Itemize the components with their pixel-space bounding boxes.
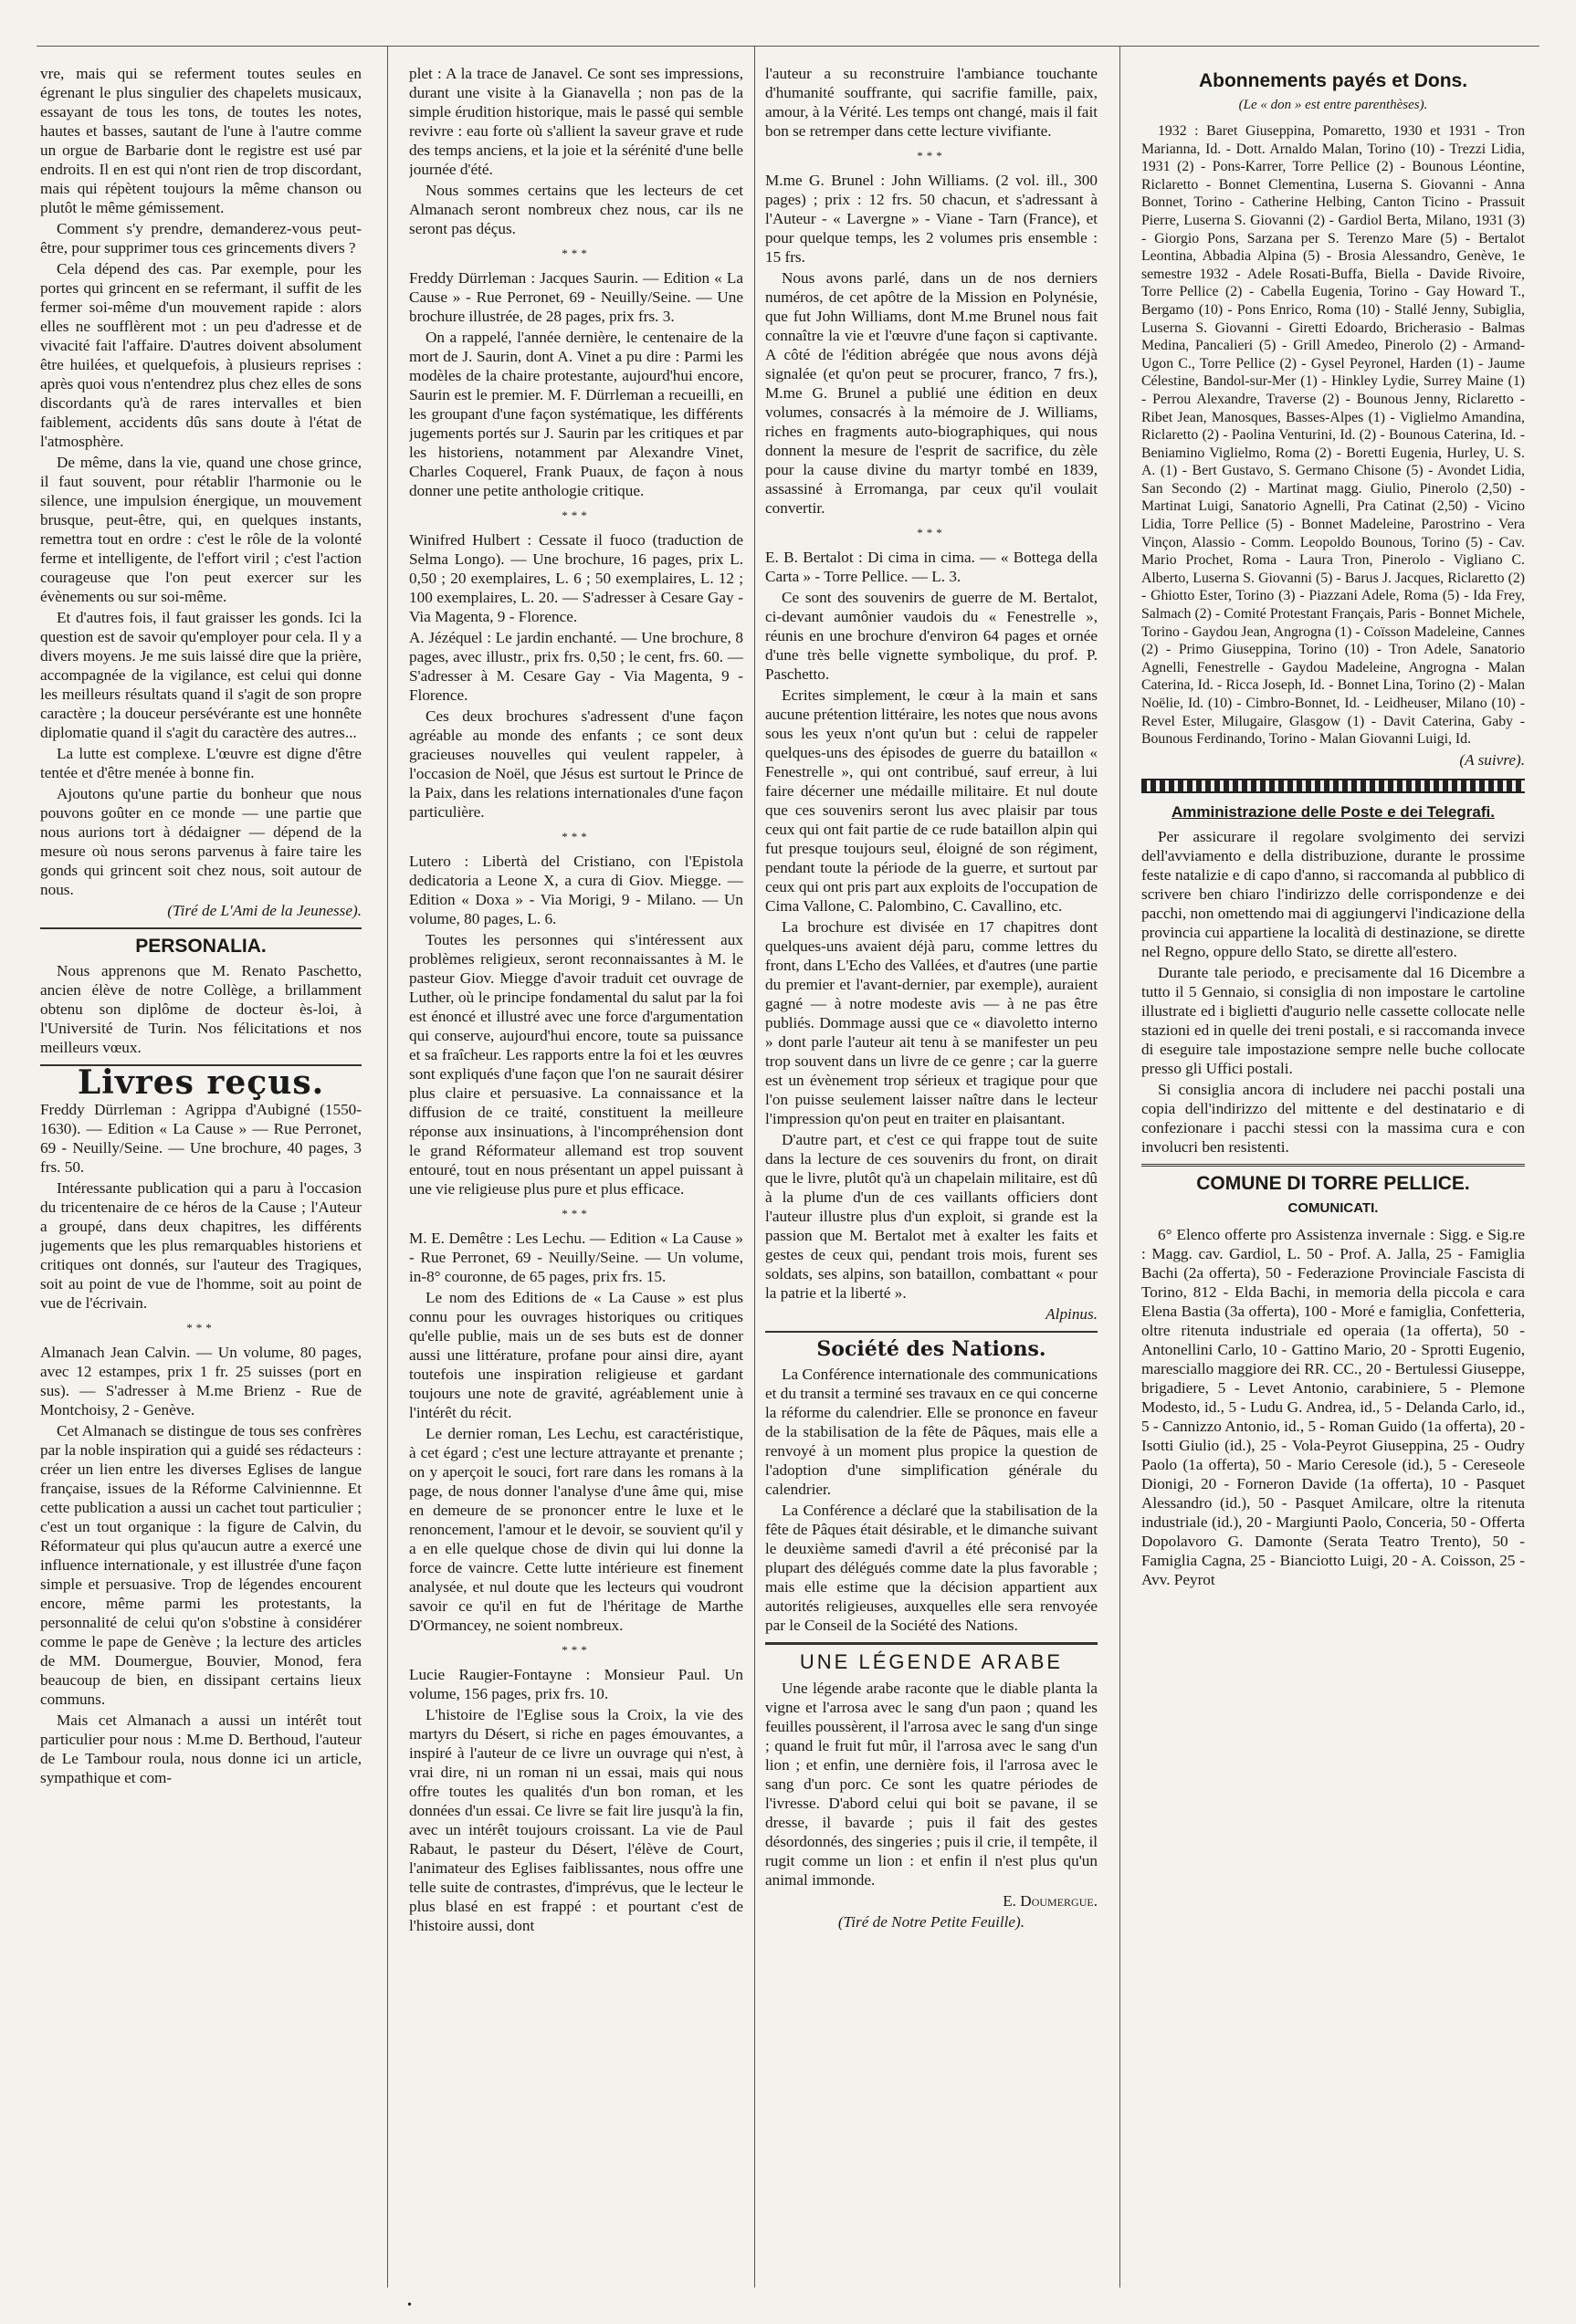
column-1 (40, 64, 362, 2287)
separator-stars: *** (186, 1321, 215, 1335)
book-entry: M. E. Demêtre : Les Lechu. — Edition « La Cause » - Rue Perronet, 69 - Neuilly/Seine. — Un volume, in-8° couronne, de 65 pages, prix frs. 15. (409, 1230, 743, 1285)
paragraph: Cela dépend des cas. Par exemple, pour les portes qui grincent en se refermant, il suffit de les fermer soi-même d'un mouvement rapide : alors elles ne soufflèrent mot : un peu d'adresse et de vivacité fait l'affaire. D'autres doivent absolument être huilées, et quelquefois, à plusieurs reprises : après quoi vous n'entendrez plus chez elles de sons discordants qu'à de rares intervalles et bien faiblement, accidents dûs sans doute à l'état de l'atmosphère. (40, 260, 362, 450)
separator-stars: *** (917, 526, 946, 539)
paragraph: Durante tale periodo, e precisamente dal 16 Dicembre a tutto il 5 Gennaio, si consiglia di non impostare le cartoline illustrate ed i biglietti d'augurio nelle cassette collocate nelle stazioni ed in quelle dei treni postali, e si raccomanda invece di eseguire tale impostazione sempre nelle buche collocate presso gli Uffici postali. (1141, 963, 1525, 1077)
paragraph: Per assicurare il regolare svolgimento dei servizi dell'avviamento e della distribuzione, durante le prossime feste natalizie e di capo d'anno, si raccomanda al pubblico di scrivere ben chiaro l'indirizzo delle corrispondenze e dei pacchi, non omettendo mai di aggiungervi l'indicazione della provincia cui appartiene la località di destinazione, se dirette nel Regno, oppure dello Stato, se dirette all'estero. (1141, 827, 1525, 960)
paragraph: La Conférence a déclaré que la stabilisation de la fête de Pâques était désirable, et le dimanche suivant le deuxième samedi d'avril a été préconisé par la plupart des délégués comme date la plus favorable ; mais elle estime que la décision appartient aux autorités religieuses, auxquelles elle sera renvoyée par le Conseil de la Société des Nations. (765, 1502, 1098, 1634)
book-entry: E. B. Bertalot : Di cima in cima. — « Bottega della Carta » - Torre Pellice. — L. 3. (765, 549, 1098, 585)
paragraph: Mais cet Almanach a aussi un intérêt tout particulier pour nous : M.me D. Berthoud, l'auteur de Le Tambour roula, nous donne ici un article, sympathique et com- (40, 1712, 362, 1786)
book-entry: Lucie Raugier-Fontayne : Monsieur Paul. Un volume, 156 pages, prix frs. 10. (409, 1666, 743, 1702)
paragraph: Si consiglia ancora di includere nei pacchi postali una copia dell'indirizzo del mittente e del destinatario e di confezionare i pacchi stessi con la massima cura e con involucri ben resistenti. (1141, 1080, 1525, 1156)
divider (40, 927, 362, 929)
paragraph: 6° Elenco offerte pro Assistenza invernale : Sigg. e Sig.re : Magg. cav. Gardiol, L. 50 - Prof. A. Jalla, 25 - Famiglia Bachi (2a offerta), 50 - Federazione Provinciale Fascista di Torino, 812 - Elda Bachi, in memoria della piccola e cara Elena Bastia (3a offerta), 100 - Moré e famiglia, Confetteria, oltre ritenuta industriale ed operaia (1a offerta), 50 - Antonellini Carlo, 10 - Gattino Mario, 20 - Sprotti Eugenio, maresciallo maggiore dei RR. CC., 20 - Bertulessi Giuseppe, brigadiere, 5 - Levet Antonio, carabiniere, 5 - Plemone Modesto, id., 5 - Ludu G. Andrea, id., 5 - Delanda Carlo, id., 5 - Cannizzo Antonio, id., 5 - Roman Guido (1a offerta), 20 - Isotti Giulio (id.), 25 - Vola-Peyrot Giuseppina, 25 - Oudry Paolo (1a offerta), 50 - Mario Ceresole (id.), 5 - Cereseole Dionigi, 20 - Forneron Davide (1a offerta), 10 - Pasquet Alessandro (id.), 50 - Pasquet Amilcare, oltre la ritenuta industriale (id.), 20 - Margiunti Paolo, Conceria, 50 - Offerta Dopolavoro G. Damonte (Serata Teatro Trento), 50 - Famiglia Cagna, 25 - Bianciotto Luigi, 20 - A. Coisson, 25 - Avv. Peyrot (1141, 1225, 1525, 1588)
separator-stars: *** (562, 246, 591, 260)
divider (1141, 1164, 1525, 1167)
paragraph: Intéressante publication qui a paru à l'occasion du tricentenaire de ce héros de la Cause ; l'Auteur a groupé, dans deux chapitres, les différents jugements que les plus remarquables historiens et critiques ont donnés, sur l'auteur des Tragiques, soit au point de vue de l'homme, soit au point de vue de l'écrivain. (40, 1179, 362, 1312)
ornamental-rule (1141, 779, 1525, 793)
paragraph: L'histoire de l'Eglise sous la Croix, la vie des martyrs du Désert, si riche en pages émouvantes, a inspiré à l'auteur de ce livre un ouvrage qui n'est, à vrai dire, ni un roman ni un essai, mais qui nous offre toutes les qualités d'un bon roman, et les données d'un essai. Ce livre se fait lire jusqu'à la fin, avec un intérêt toujours croissant. La vie de Paul Rabaut, le pasteur du Désert, l'élève de Court, l'animateur des Eglises faiblissantes, nous offre une telle suite de contrastes, d'imprévus, que le lecteur le plus blasé en est frappé : et pourtant c'est de l'histoire aussi, dont (409, 1706, 743, 1934)
paragraph: De même, dans la vie, quand une chose grince, il faut souvent, pour rétablir l'harmonie ou le silence, une impulsion énergique, un mouvement brusque, peut-être, qui, en quelques instants, remettra tout en ordre : c'est le rôle de la volonté ferme et intelligente, de l'effort viril ; c'est l'action courageuse que l'on peut exercer sur les évènements ou sur soi-même. (40, 454, 362, 605)
section-title-poste: Amministrazione delle Poste e dei Telegrafi. (1171, 802, 1495, 821)
paragraph: La lutte est complexe. L'œuvre est digne d'être tentée et d'être menée à bonne fin. (40, 745, 362, 781)
separator-stars: *** (562, 508, 591, 522)
book-entry: Freddy Dürrleman : Jacques Saurin. — Edition « La Cause » - Rue Perronet, 69 - Neuilly/Seine. — Une brochure illustrée, de 28 pages, prix frs. 3. (409, 269, 743, 325)
column-rule (754, 46, 755, 2287)
paragraph: Ecrites simplement, le cœur à la main et sans aucune prétention littéraire, les notes que nous avons sous les yeux n'ont qu'un but : celui de rappeler quelques-uns des épisodes de guerre du bataillon « Fenestrelle », qui ont contribué, sauf erreur, à lui faire décerner une médaille militaire. Et nul doute que ces souvenirs seront lus avec plaisir par tous ceux qui ont fait partie de ce rude bataillon alpin qui fut presque toujours seul, éloigné de son régiment, pendant toute la période de la guerre, et surtout par ceux qui ont pris part aux exploits de l'occupation de Cima Vallone, C. Palombino, C. Cavallino, etc. (765, 686, 1098, 915)
paragraph: Et d'autres fois, il faut graisser les gonds. Ici la question est de savoir qu'employer pour cela. Il y a divers moyens. Je me suis laissé dire que la prière, accompagnée de la vigilance, est celui qui donne les meilleurs résultats quand il s'agit de son propre caractère ; la douceur persévérante est une honnête diplomatie quand il s'agit du caractère des autres... (40, 609, 362, 741)
source-note: (Tiré de L'Ami de la Jeunesse). (167, 902, 362, 919)
section-title-livres: Livres reçus. (77, 1063, 325, 1102)
paragraph: plet : A la trace de Janavel. Ce sont ses impressions, durant une visite à la Gianavella ; non pas de la simple érudition historique, mais le passé qui semble revivre : eau forte où s'allient la saveur grave et rude des temps anciens, et la joie et la sérénité d'une belle journée d'été. (409, 65, 743, 178)
paragraph: Ces deux brochures s'adressent d'une façon agréable au monde des enfants ; ce sont deux gracieuses nouvelles qui veulent rappeler, à l'occasion de Noël, que Jésus est surtout le Prince de la Paix, dans les relations internationales d'une façon particulière. (409, 707, 743, 821)
separator-stars: *** (917, 149, 946, 162)
paragraph: D'autre part, et c'est ce qui frappe tout de suite dans la lecture de ces souvenirs du front, on dirait que le livre, plutôt qu'à un chapelain militaire, est dû à la plume d'un de ces vaillants officiers dont l'auteur illustre plus d'un exploit, si grande est la passion que M. Bertalot met à exalter les faits et gestes de ceux qui, pendant trois mois, furent ses soldats, ses alpins, son bataillon, combattant « pour la patrie et la liberté ». (765, 1131, 1098, 1302)
book-entry: A. Jézéquel : Le jardin enchanté. — Une brochure, 8 pages, avec illustr., prix frs. 0,50 ; le cent, frs. 60. — S'adresser à M. Cesare Gay - Via Magenta, 9 - Florence. (409, 629, 743, 704)
section-title-abonnements: Abonnements payés et Dons. (1198, 70, 1468, 91)
separator-stars: *** (562, 1207, 591, 1220)
paragraph: Une légende arabe raconte que le diable planta la vigne et l'arrosa avec le sang d'un paon ; quand les feuilles poussèrent, il l'arrosa avec le sang d'un singe ; quand le fruit fut mûr, il l'arrosa avec le sang d'un lion ; et enfin, une dernière fois, il l'arrosa avec le sang d'un porc. Ce sont les quatre périodes de l'ivresse. D'abord celui qui boit se pavane, il se dresse, il bavarde ; puis il fait des gestes désordonnés, des singeries ; puis il crie, il tempête, il rugit comme un lion : et enfin il n'est plus qu'un animal immonde. (765, 1680, 1098, 1889)
paragraph: Le nom des Editions de « La Cause » est plus connu pour les ouvrages historiques ou critiques qu'elle publie, mais un de ses buts est de donner aussi une littérature, profane pour ainsi dire, ayant toutefois une inspiration religieuse et gardant toujours une note de gravité, agréablement unie à l'intérêt du récit. (409, 1289, 743, 1421)
book-entry: Winifred Hulbert : Cessate il fuoco (traduction de Selma Longo). — Une brochure, 16 pages, prix L. 0,50 ; 20 exemplaires, L. 6 ; 50 exemplaires, L. 12 ; 100 exemplaires, L. 20. — S'adresser à Cesare Gay - Via Magenta, 9 - Florence. (409, 531, 743, 625)
paragraph: Cet Almanach se distingue de tous ses confrères par la noble inspiration qui a guidé ses rédacteurs : créer un lien entre les diverses Eglises de langue française, issues de la Réforme Calviniennne. Et cette publication a aussi un cachet tout particulier ; c'est un tout organique : la figure de Calvin, du Réformateur qui plus qu'aucun autre a exercé une influence internationale, y est illustrée d'une façon simple et persuasive. Trop de légendes encourent encore, même parmi les protestants, la personnalité de celui qu'on s'obstine à considérer comme le pape de Genève ; la lecture des articles de MM. Doumergue, Bouvier, Monod, fera beaucoup de bien, en dissipant certains lieux communs. (40, 1422, 362, 1708)
paragraph: vre, mais qui se referment toutes seules en égrenant le plus singulier des chapelets musicaux, essayant de tous les tons, de toutes les notes, hautes et basses, sautant de l'une à l'autre comme un orgue de Barbarie dont le registre est usé par endroits. Il en est qui n'ont rien de trop discordant, mais qui répètent toujours la même chanson ou plutôt le même gémissement. (40, 65, 362, 216)
section-subtitle: COMUNICATI. (1287, 1199, 1379, 1216)
separator-stars: *** (562, 1643, 591, 1657)
book-entry: Lutero : Libertà del Cristiano, con l'Epistola dedicatoria a Leone X, a cura di Giov. Miegge. — Edition « Doxa » - Via Morigi, 9 - Milano. — Un volume, 80 pages, L. 6. (409, 853, 743, 927)
section-title-comune: COMUNE DI TORRE PELLICE. (1196, 1172, 1470, 1194)
separator-stars: *** (562, 830, 591, 843)
book-entry: M.me G. Brunel : John Williams. (2 vol. ill., 300 pages) ; prix : 12 frs. 50 chacun, et s'adressant à l'Auteur - « Lavergne » - Viane - Tarn (France), et pour quelque temps, les 2 volumes pris ensemble : 15 frs. (765, 172, 1098, 266)
source-note: (Tiré de Notre Petite Feuille). (837, 1913, 1025, 1931)
donor-list: 1932 : Baret Giuseppina, Pomaretto, 1930 et 1931 - Tron Marianna, Id. - Dott. Arnaldo Malan, Torino (10) - Trezzi Lidia, 1931 (2) - Pons-Karrer, Torre Pellice (2) - Bounous Léontine, Riclaretto - Bonnet Clementina, Luserna S. Giovanni - Anna Bonnet, Torino - Catherine Helbing, Canton Ticino - Prassuit Pierre, Luserna S. Giovanni (2) - Gardiol Berta, Milano, 1931 (3) - Giorgio Pons, Sarzana per S. Terenzo Mare (5) - Bertalot Leontina, Abbadia Alpina (5) - Brosia Alessandro, Genève, 1e semestre 1932 - Adele Rosati-Buffa, Biella - Davide Rivoire, Torre Pellice (2) - Cabella Eugenia, Torino - Gay Howard T., Bergamo (10) - Pons Enrico, Roma (10) - Stallé Jenny, Subiglia, Luserna S. Giovanni - Giretti Edoardo, Bricherasio - Balmas Medina, Pancalieri (5) - Grill Amedeo, Pinerolo (2) - Armand-Ugon C., Torre Pellice (2) - Gysel Peyronel, Harden (1) - Jaume Célestine, Bandol-sur-Mer (1) - Hinkley Lydie, Surrey Maine (1) - Perrou Alexandre, Traverse (2) - Bounous Jenny, Riclaretto - Ribet Jean, Manosques, Basses-Alpes (1) - Viglielmo Amandina, Riclaretto (2) - Paolina Venturini, Id. (2) - Bounous Caterina, Id. - Beniamino Viglielmo, Roma (2) - Boretti Eugenia, Hurley, U. S. A. (1) - Bert Gustavo, S. Germano Chisone (5) - Avondet Lidia, San Secondo (2) - Martinat magg. Giulio, Pinerolo (2,50) - Martinat Luigi, Sanatorio Agnelli, Pra Catinat (2,50) - Vicino Lidia, Torre Pellice (5) - Bonnet Madeleine, Parostrino - Vera Vinçon, Alassio - Comm. Leopoldo Bounous, Torino (5) - Cav. Mario Prochet, Roma - Laura Tron, Pinerolo - Vigliano C. Alberto, Luserna S. Giovanni (5) - Barus J. Jacques, Riclaretto (2) - Ghiotto Ester, Torino (3) - Piazzani Adele, Roma (5) - Ida Frey, Salmach (2) - Comité Protestant Français, Paris - Bonnet Michele, Torino - Gaydou Jean, Angrogna (1) - Coïsson Madeleine, Cannes (2) - Primo Giuseppina, Torino (10) - Tron Adele, Sanatorio Agnelli, Fenestrelle - Gaydou Madeleine, Angrogna - Malan Caterina, Id. - Ricca Joseph, Id. - Bonnet Lina, Torino (2) - Malan Noëlie, Id. (10) - Cimbro-Bonnet, Id. - Leidheuser, Milano (10) - Revel Ester, Milugaire, Glasgow (1) - Davit Caterina, Gaby - Bounous Ferdinando, Torino - Malan Giovanni Luigi, Id. (1141, 123, 1525, 748)
column-4 (1141, 64, 1525, 2287)
paragraph: La brochure est divisée en 17 chapitres dont quelques-uns avaient déjà paru, comme lettres du front, dans L'Echo des Vallées, et d'autres (une partie du premier et l'avant-dernier, par exemple), auraient gagné — à notre modeste avis — à ne pas être publiés. Dommage aussi que ce « diavoletto interno » dont parle l'auteur ait tenu à se manifester un peu trop souvent dans un livre de ce genre ; car la guerre est un évènement trop sérieux et tragique pour que l'on puisse seulement laisser naître dans le lecteur l'impression qu'on peut en traiter en plaisantant. (765, 918, 1098, 1127)
divider (765, 1331, 1098, 1333)
paragraph: l'auteur a su reconstruire l'ambiance touchante d'humanité souffrante, qui sacrifie famille, paix, amour, à la Vérité. Les temps ont changé, mais il fait bon se retremper dans cette lecture vivifiante. (765, 65, 1098, 140)
column-3 (765, 64, 1098, 2287)
paragraph: Nous avons parlé, dans un de nos derniers numéros, de cet apôtre de la Mission en Polynésie, que fut John Williams, dont M.me Brunel nous fait connaître la vie et l'œuvre d'une façon si captivante. A côté de l'édition abrégée que nous avons déjà signalée (et qu'on peut se procurer, franco, 7 frs.), M.me G. Brunel a publié une édition en deux volumes, consacrés à la mémoire de J. Williams, riches en fragments auto-biographiques, qui nous donnent la mesure de l'esprit de sacrifice, du zèle pour la cause divine du martyr tombé en 1839, assassiné à Erromanga, par ceux qu'il voulait convertir. (765, 269, 1098, 517)
book-entry: Freddy Dürrleman : Agrippa d'Aubigné (1550-1630). — Edition « La Cause » — Rue Perronet, 69 - Neuilly/Seine. — Une brochure, 40 pages, 3 frs. 50. (40, 1101, 362, 1176)
signature: Alpinus. (1045, 1305, 1098, 1323)
paragraph: Le dernier roman, Les Lechu, est caractéristique, à cet égard ; c'est une lecture attrayante et prenante ; on y aperçoit le souci, fort rare dans les romans à la page, de nous donner l'analyse d'une âme qui, mise en demeure de se prononcer entre le luxe et le renoncement, l'amour et le devoir, se souvient qu'il y a en elle quelque chose de divin qui lui donne la force de vaincre. Cette lutte intérieure est finement analysée, et nul doute que les lecteurs qui voudront savoir ce qu'il en fut de l'héritage de Marthe D'Ormancey, ne soient nombreux. (409, 1425, 743, 1634)
paragraph: Ce sont des souvenirs de guerre de M. Bertalot, ci-devant aumônier vaudois du « Fenestrelle », réunis en une brochure d'environ 64 pages et ornée d'une très belle vignette symbolique, du prof. P. Paschetto. (765, 589, 1098, 683)
section-title-personalia: PERSONALIA. (135, 936, 267, 957)
paragraph: Comment s'y prendre, demanderez-vous peut-être, pour supprimer tous ces grincements divers ? (40, 220, 362, 256)
paragraph: On a rappelé, l'année dernière, le centenaire de la mort de J. Saurin, dont A. Vinet a pu dire : Parmi les modèles de la chaire protestante, aujourd'hui encore, Saurin est le premier. M. F. Dürrleman a recueilli, en les groupant d'une façon systématique, les différents jugements portés sur J. Saurin par les critiques et par les historiens, notamment par Alexandre Vinet, Charles Coquerel, Frank Puaux, de façon à nous donner une petite anthologie critique. (409, 329, 743, 499)
paragraph: Ajoutons qu'une partie du bonheur que nous pouvons goûter en ce monde — une partie que nous aurions tort à dédaigner — dépend de la mesure où nous serons parvenus à faire taire les gonds qui grincent soit chez nous, soit autour de nous. (40, 785, 362, 898)
paragraph: Toutes les personnes qui s'intéressent aux problèmes religieux, seront reconnaissantes à M. le pasteur Giov. Miegge d'avoir traduit cet ouvrage de Luther, où le principe fondamental du salut par la foi est énoncé et illustré avec une force d'argumentation qui conserve, aujourd'hui encore, toute sa puissance et sa fraîcheur. Les rapports entre la foi et les œuvres sont expliqués d'une façon que l'on ne saurait désirer plus claire et persuasive. La connaissance et la diffusion de ce traité, constituent la meilleure réponse aux insinuations, à l'incompréhension dont le grand Réformateur allemand est trop souvent entouré, tout en nous présentant un appel puissant à une vie religieuse plus pure et plus efficace. (409, 931, 743, 1198)
paragraph: La Conférence internationale des communications et du transit a terminé ses travaux en ce qui concerne la réforme du calendrier. Elle se prononce en faveur de la stabilisation de la fête de Pâques, mais elle a renvoyé à un moment plus propice la question de l'adoption d'une simplification générale du calendrier. (765, 1366, 1098, 1498)
column-rule (387, 46, 388, 2287)
column-2 (409, 64, 743, 2287)
section-title-legende: UNE LÉGENDE ARABE (765, 1642, 1098, 1671)
section-subtitle: (Le « don » est entre parenthèses). (1238, 98, 1428, 112)
book-entry: Almanach Jean Calvin. — Un volume, 80 pages, avec 12 estampes, prix 1 fr. 25 suisses (port en sus). — S'adresser à M.me Brienz - Rue de Montchoisy, 2 - Genève. (40, 1344, 362, 1418)
column-rule (1119, 46, 1120, 2287)
paragraph: Nous apprenons que M. Renato Paschetto, ancien élève de notre Collège, a brillamment obtenu son diplôme de docteur ès-loi, à l'Université de Turin. Nos félicitations et nos meilleurs vœux. (40, 962, 362, 1056)
top-rule (37, 46, 1539, 47)
section-title-sdn: Société des Nations. (816, 1337, 1046, 1361)
continuation-note: (A suivre). (1459, 750, 1525, 769)
page-mark: • (407, 2298, 412, 2312)
paragraph: Nous sommes certains que les lecteurs de cet Almanach seront nombreux chez nous, car ils ne seront pas déçus. (409, 182, 743, 237)
signature: E. Doumergue. (1003, 1892, 1098, 1910)
